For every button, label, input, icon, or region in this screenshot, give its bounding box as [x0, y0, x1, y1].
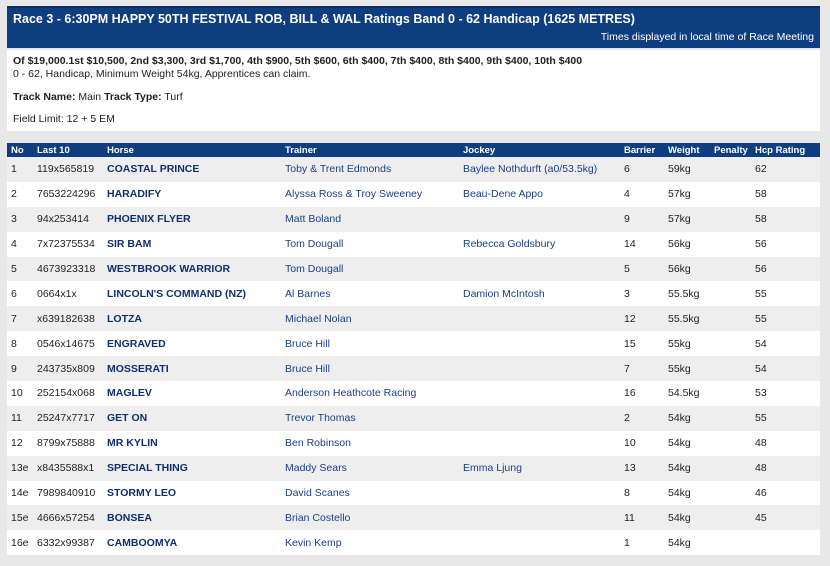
cell-penalty	[710, 257, 751, 282]
trainer-link[interactable]: Bruce Hill	[285, 337, 330, 350]
prize-money: Of $19,000.1st $10,500, 2nd $3,300, 3rd $1,700, 4th $900, 5th $600, 6th $400, 7th $400, 8th $400, 9th $400, 10th $400	[13, 55, 583, 67]
jockey-link[interactable]	[459, 530, 620, 555]
horse-link[interactable]: PHOENIX FLYER	[107, 213, 191, 226]
track-name: Main	[78, 91, 102, 103]
cell-hcp: 62	[755, 163, 767, 176]
cell-last10: 243735x809	[37, 362, 95, 375]
cell-barrier: 9	[624, 213, 630, 226]
cell-last10: x8435588x1	[37, 462, 95, 475]
horse-link[interactable]: STORMY LEO	[107, 487, 177, 500]
horse-link[interactable]: CAMBOOMYA	[107, 536, 178, 549]
trainer-link[interactable]: Al Barnes	[285, 287, 331, 300]
cell-weight: 55.5kg	[668, 287, 700, 300]
table-row	[7, 406, 820, 431]
cell-weight: 54.5kg	[668, 387, 700, 400]
cell-barrier: 11	[624, 511, 635, 524]
field-limit: Field Limit: 12 + 5 EM	[13, 113, 115, 125]
table-row	[7, 157, 820, 182]
col-no[interactable]: No	[11, 144, 24, 156]
cell-penalty	[710, 456, 751, 481]
cell-hcp: 48	[755, 437, 767, 450]
col-jockey[interactable]: Jockey	[463, 144, 496, 156]
cell-barrier: 1	[624, 536, 630, 549]
cell-last10: 7989840910	[37, 487, 96, 500]
cell-no: 14e	[11, 487, 29, 500]
trainer-link[interactable]: Anderson Heathcote Racing	[285, 387, 417, 400]
field-table	[7, 143, 820, 555]
cell-penalty	[710, 481, 751, 506]
col-barrier[interactable]: Barrier	[624, 144, 656, 156]
cell-last10: 0546x14675	[37, 337, 95, 350]
times-note: Times displayed in local time of Race Meeting	[600, 31, 814, 43]
cell-last10: 6332x99387	[37, 536, 95, 549]
cell-barrier: 7	[624, 362, 630, 375]
cell-penalty	[710, 406, 751, 431]
cell-no: 4	[11, 238, 17, 251]
cell-barrier: 14	[624, 238, 636, 251]
col-horse[interactable]: Horse	[107, 144, 134, 156]
trainer-link[interactable]: Bruce Hill	[285, 362, 330, 375]
col-hcp-rating[interactable]: Hcp Rating	[755, 144, 806, 156]
cell-penalty	[710, 431, 751, 456]
cell-hcp: 56	[755, 263, 767, 275]
race-conditions: 0 - 62, Handicap, Minimum Weight 54kg, Apprentices can claim.	[13, 68, 311, 80]
horse-link[interactable]: MR KYLIN	[107, 437, 158, 450]
cell-no: 15e	[11, 511, 29, 524]
jockey-link[interactable]	[459, 306, 620, 331]
horse-link[interactable]: HARADIFY	[107, 188, 162, 201]
cell-penalty	[710, 530, 751, 555]
cell-weight: 54kg	[668, 487, 691, 500]
cell-last10: 7653224296	[37, 188, 96, 201]
cell-hcp: 58	[755, 188, 767, 201]
jockey-link[interactable]	[459, 356, 620, 381]
table-row	[7, 232, 820, 257]
cell-barrier: 15	[624, 337, 636, 350]
table-row	[7, 505, 820, 530]
cell-hcp: 55	[755, 312, 767, 325]
cell-no: 5	[11, 263, 17, 275]
cell-last10: 25247x7717	[37, 412, 95, 425]
cell-barrier: 10	[624, 437, 636, 450]
race-info	[7, 50, 820, 131]
cell-no: 6	[11, 287, 17, 300]
cell-last10: 7x72375534	[37, 238, 95, 251]
cell-barrier: 5	[624, 263, 630, 275]
cell-last10: 94x253414	[37, 213, 89, 226]
jockey-link[interactable]	[459, 331, 620, 356]
cell-weight: 54kg	[668, 511, 691, 524]
cell-hcp: 55	[755, 287, 767, 300]
cell-weight: 54kg	[668, 437, 691, 450]
cell-last10: x639182638	[37, 312, 95, 325]
cell-barrier: 2	[624, 412, 630, 425]
race-header	[7, 6, 820, 48]
trainer-link[interactable]: Trevor Thomas	[285, 412, 356, 425]
cell-no: 7	[11, 312, 17, 325]
cell-hcp: 54	[755, 337, 767, 350]
table-row	[7, 207, 820, 232]
col-penalty[interactable]: Penalty	[714, 144, 748, 156]
track-type: Turf	[164, 91, 183, 103]
cell-barrier: 6	[624, 163, 630, 176]
horse-link[interactable]: GET ON	[107, 412, 148, 425]
cell-hcp: 55	[755, 412, 767, 425]
cell-penalty	[710, 182, 751, 207]
horse-link[interactable]: SPECIAL THING	[107, 462, 188, 475]
cell-weight: 55kg	[668, 337, 691, 350]
cell-penalty	[710, 281, 751, 306]
jockey-link[interactable]: Emma Ljung	[463, 462, 522, 475]
jockey-link[interactable]: Beau-Dene Appo	[463, 188, 543, 201]
trainer-link[interactable]: Toby & Trent Edmonds	[285, 163, 392, 176]
trainer-link[interactable]: Brian Costello	[285, 511, 351, 524]
table-row	[7, 257, 820, 282]
jockey-link[interactable]	[459, 257, 620, 282]
cell-hcp: 58	[755, 213, 767, 226]
horse-link[interactable]: ENGRAVED	[107, 337, 166, 350]
cell-hcp: 46	[755, 487, 767, 500]
jockey-link[interactable]	[459, 481, 620, 506]
jockey-link[interactable]	[459, 406, 620, 431]
cell-weight: 57kg	[668, 188, 691, 201]
table-row	[7, 456, 820, 481]
table-row	[7, 530, 820, 555]
cell-weight: 54kg	[668, 462, 691, 475]
horse-link[interactable]: BONSEA	[107, 511, 152, 524]
cell-no: 1	[11, 163, 17, 176]
cell-weight: 59kg	[668, 163, 691, 176]
cell-weight: 56kg	[668, 238, 691, 251]
table-row	[7, 431, 820, 456]
trainer-link[interactable]: Alyssa Ross & Troy Sweeney	[285, 188, 423, 201]
horse-link[interactable]: WESTBROOK WARRIOR	[107, 263, 231, 275]
cell-barrier: 13	[624, 462, 636, 475]
track-type-label: Track Type:	[104, 91, 162, 103]
cell-last10: 0664x1x	[37, 287, 77, 300]
cell-weight: 55kg	[668, 362, 691, 375]
cell-last10: 8799x75888	[37, 437, 95, 450]
cell-penalty	[710, 356, 751, 381]
cell-last10: 252154x068	[37, 387, 95, 400]
cell-last10: 4666x57254	[37, 511, 95, 524]
jockey-link[interactable]: Damion McIntosh	[463, 287, 545, 300]
cell-last10: 4673923318	[37, 263, 96, 275]
cell-no: 2	[11, 188, 17, 201]
table-row	[7, 481, 820, 506]
cell-hcp: 45	[755, 511, 767, 524]
cell-penalty	[710, 306, 751, 331]
cell-hcp: 54	[755, 362, 767, 375]
cell-weight: 54kg	[668, 536, 691, 549]
race-title: Race 3 - 6:30PM HAPPY 50TH FESTIVAL ROB, BILL & WAL Ratings Band 0 - 62 Handicap (1625 METRES)	[13, 12, 635, 26]
cell-no: 9	[11, 362, 17, 375]
cell-barrier: 8	[624, 487, 630, 500]
cell-barrier: 4	[624, 188, 630, 201]
trainer-link[interactable]: Matt Boland	[285, 213, 342, 226]
cell-no: 8	[11, 337, 17, 350]
table-row	[7, 356, 820, 381]
table-row	[7, 331, 820, 356]
jockey-link[interactable]	[459, 505, 620, 530]
trainer-link[interactable]: David Scanes	[285, 487, 350, 500]
cell-hcp	[751, 530, 820, 555]
horse-link[interactable]: LINCOLN'S COMMAND (NZ)	[107, 287, 246, 300]
col-last10[interactable]: Last 10	[37, 144, 70, 156]
trainer-link[interactable]: Ben Robinson	[285, 437, 351, 450]
horse-link[interactable]: MOSSERATI	[107, 362, 169, 375]
cell-no: 11	[11, 412, 22, 425]
horse-link[interactable]: SIR BAM	[107, 238, 152, 251]
cell-hcp: 53	[755, 387, 767, 400]
cell-barrier: 12	[624, 312, 636, 325]
col-trainer[interactable]: Trainer	[285, 144, 317, 156]
cell-penalty	[710, 381, 751, 406]
cell-barrier: 3	[624, 287, 630, 300]
cell-penalty	[710, 331, 751, 356]
cell-penalty	[710, 207, 751, 232]
col-weight[interactable]: Weight	[668, 144, 700, 156]
table-header-row	[7, 143, 820, 157]
trainer-link[interactable]: Michael Nolan	[285, 312, 352, 325]
cell-penalty	[710, 505, 751, 530]
cell-penalty	[710, 232, 751, 257]
track-name-label: Track Name:	[13, 91, 76, 103]
jockey-link[interactable]	[459, 431, 620, 456]
table-row	[7, 381, 820, 406]
cell-last10: 119x565819	[37, 163, 95, 176]
cell-weight: 55.5kg	[668, 312, 700, 325]
jockey-link[interactable]: Baylee Nothdurft (a0/53.5kg)	[463, 163, 598, 176]
track-info	[13, 91, 183, 103]
trainer-link[interactable]: Tom Dougall	[285, 238, 344, 251]
jockey-link[interactable]	[459, 381, 620, 406]
horse-link[interactable]: COASTAL PRINCE	[107, 163, 200, 176]
jockey-link[interactable]: Rebecca Goldsbury	[463, 238, 556, 251]
horse-link[interactable]: MAGLEV	[107, 387, 152, 400]
cell-weight: 57kg	[668, 213, 691, 226]
cell-penalty	[710, 157, 751, 182]
cell-hcp: 56	[755, 238, 767, 251]
cell-no: 16e	[11, 536, 29, 549]
cell-barrier: 16	[624, 387, 636, 400]
horse-link[interactable]: LOTZA	[107, 312, 142, 325]
cell-no: 3	[11, 213, 17, 226]
cell-weight: 54kg	[668, 412, 691, 425]
table-row	[7, 182, 820, 207]
cell-weight: 56kg	[668, 263, 691, 275]
cell-no: 12	[11, 437, 23, 450]
table-row	[7, 281, 820, 306]
cell-hcp: 48	[755, 462, 767, 475]
trainer-link[interactable]: Tom Dougall	[285, 263, 344, 275]
trainer-link[interactable]: Kevin Kemp	[285, 536, 342, 549]
jockey-link[interactable]	[459, 207, 620, 232]
trainer-link[interactable]: Maddy Sears	[285, 462, 347, 475]
cell-no: 10	[11, 387, 23, 400]
table-row	[7, 306, 820, 331]
cell-no: 13e	[11, 462, 29, 475]
